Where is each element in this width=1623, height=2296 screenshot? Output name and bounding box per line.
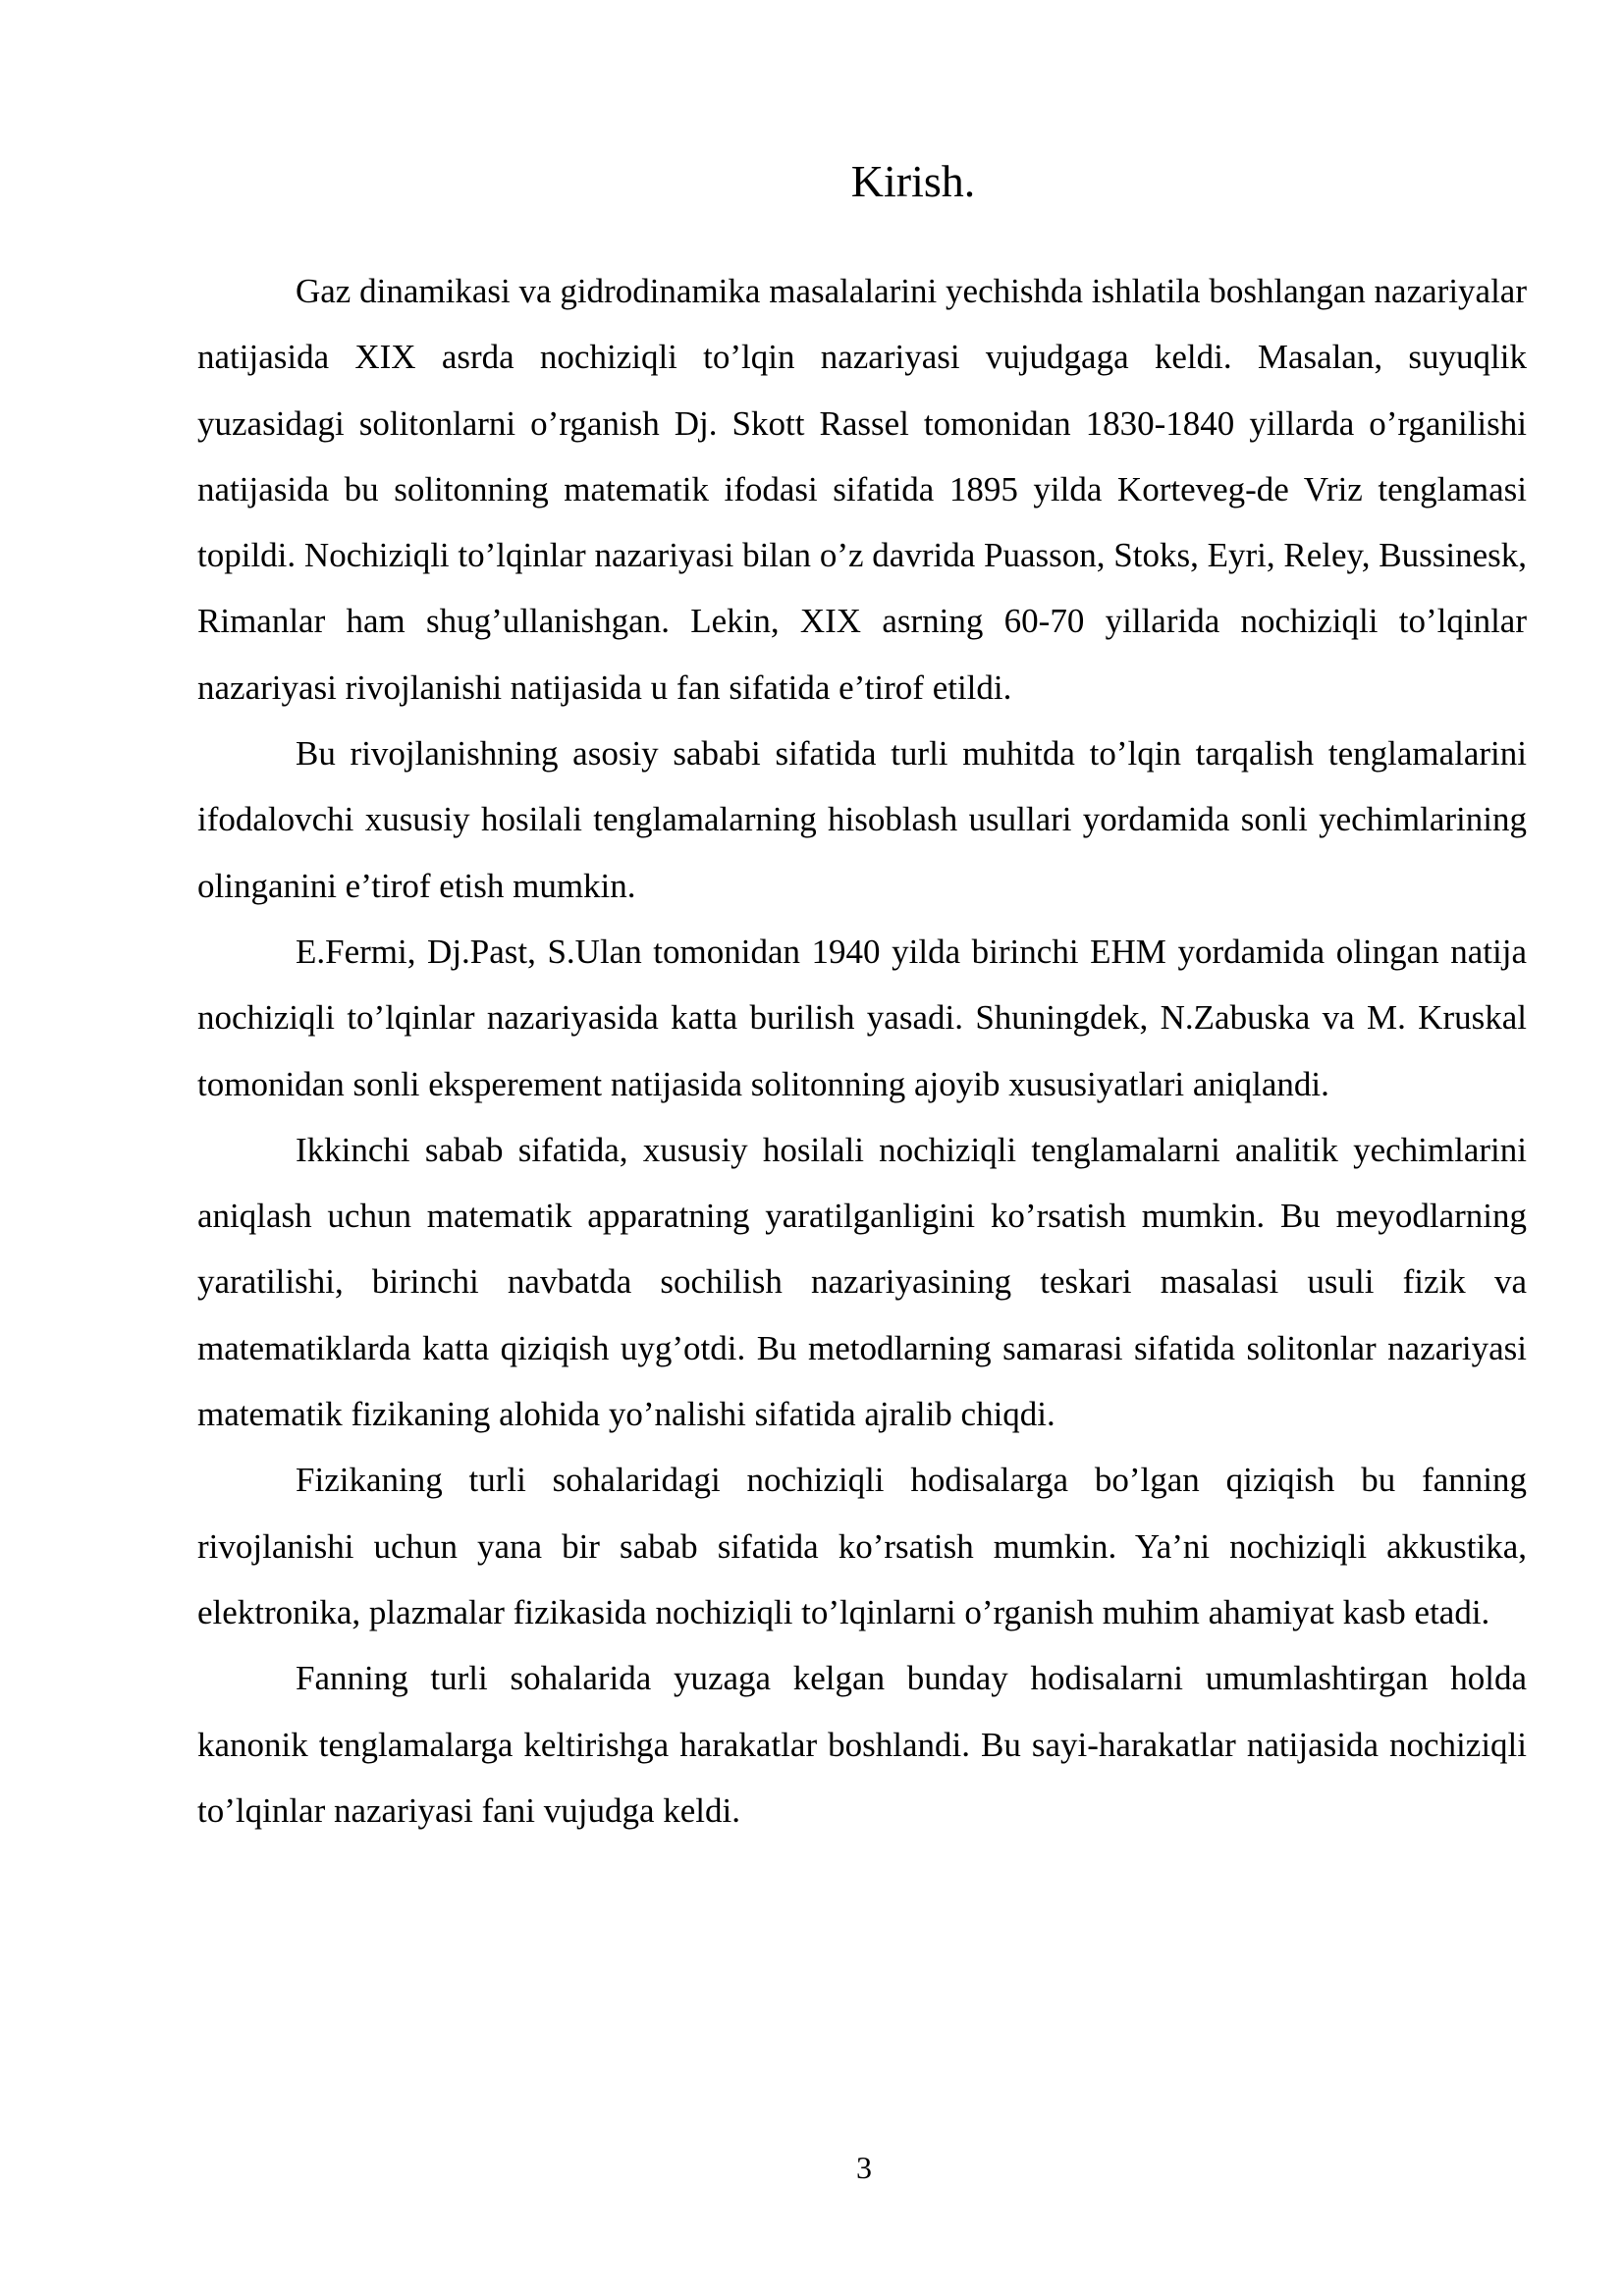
- paragraph: Ikkinchi sabab sifatida, xususiy hosilali nochiziqli tenglamalarni analitik yechimlarini aniqlash uchun matematik apparatning yaratilganligini ko’rsatish mumkin. Bu meyodlarning yaratilishi, birinchi navbatda sochilish nazariyasining teskari masalasi usuli fizik va matematiklarda katta qiziqish uyg’otdi. Bu metodlarning samarasi sifatida solitonlar nazariyasi matematik fizikaning alohida yo’nalishi sifatida ajralib chiqdi.: [197, 1130, 1527, 1434]
- body-text: [197, 258, 1527, 1843]
- paragraph: E.Fermi, Dj.Past, S.Ulan tomonidan 1940 yilda birinchi EHM yordamida olingan natija nochiziqli to’lqinlar nazariyasida katta burilish yasadi. Shuningdek, N.Zabuska va M. Kruskal tomonidan sonli eksperement natijasida solitonning ajoyib xususiyatlari aniqlandi.: [197, 932, 1527, 1103]
- paragraph: Fanning turli sohalarida yuzaga kelgan bunday hodisalarni umumlashtirgan holda kanonik tenglamalarga keltirishga harakatlar boshlandi. Bu sayi-harakatlar natijasida nochiziqli to’lqinlar nazariyasi fani vujudga keldi.: [197, 1659, 1527, 1830]
- page-number: 3: [856, 2150, 872, 2185]
- paragraph: Bu rivojlanishning asosiy sababi sifatida turli muhitda to’lqin tarqalish tenglamalarini ifodalovchi xususiy hosilali tenglamalarning hisoblash usullari yordamida sonli yechimlarining olinganini e’tirof etish mumkin.: [197, 734, 1527, 905]
- paragraph: Fizikaning turli sohalaridagi nochiziqli hodisalarga bo’lgan qiziqish bu fanning rivojlanishi uchun yana bir sabab sifatida ko’rsatish mumkin. Ya’ni nochiziqli akkustika, elektronika, plazmalar fizikasida nochiziqli to’lqinlarni o’rganish muhim ahamiyat kasb etadi.: [197, 1461, 1527, 1631]
- paragraph: Gaz dinamikasi va gidrodinamika masalalarini yechishda ishlatila boshlangan nazariyalar natijasida XIX asrda nochiziqli to’lqin nazariyasi vujudgaga keldi. Masalan, suyuqlik yuzasidagi solitonlarni o’rganish Dj. Skott Rassel tomonidan 1830-1840 yillarda o’rganilishi natijasida bu solitonning matematik ifodasi sifatida 1895 yilda Korteveg-de Vriz tenglamasi topildi. Nochiziqli to’lqinlar nazariyasi bilan o’z davrida Puasson, Stoks, Eyri, Reley, Bussinesk, Rimanlar ham shug’ullanishgan. Lekin, XIX asrning 60-70 yillarida nochiziqli to’lqinlar nazariyasi rivojlanishi natijasida u fan sifatida e’tirof etildi.: [197, 272, 1527, 707]
- page-title: Kirish.: [850, 156, 976, 206]
